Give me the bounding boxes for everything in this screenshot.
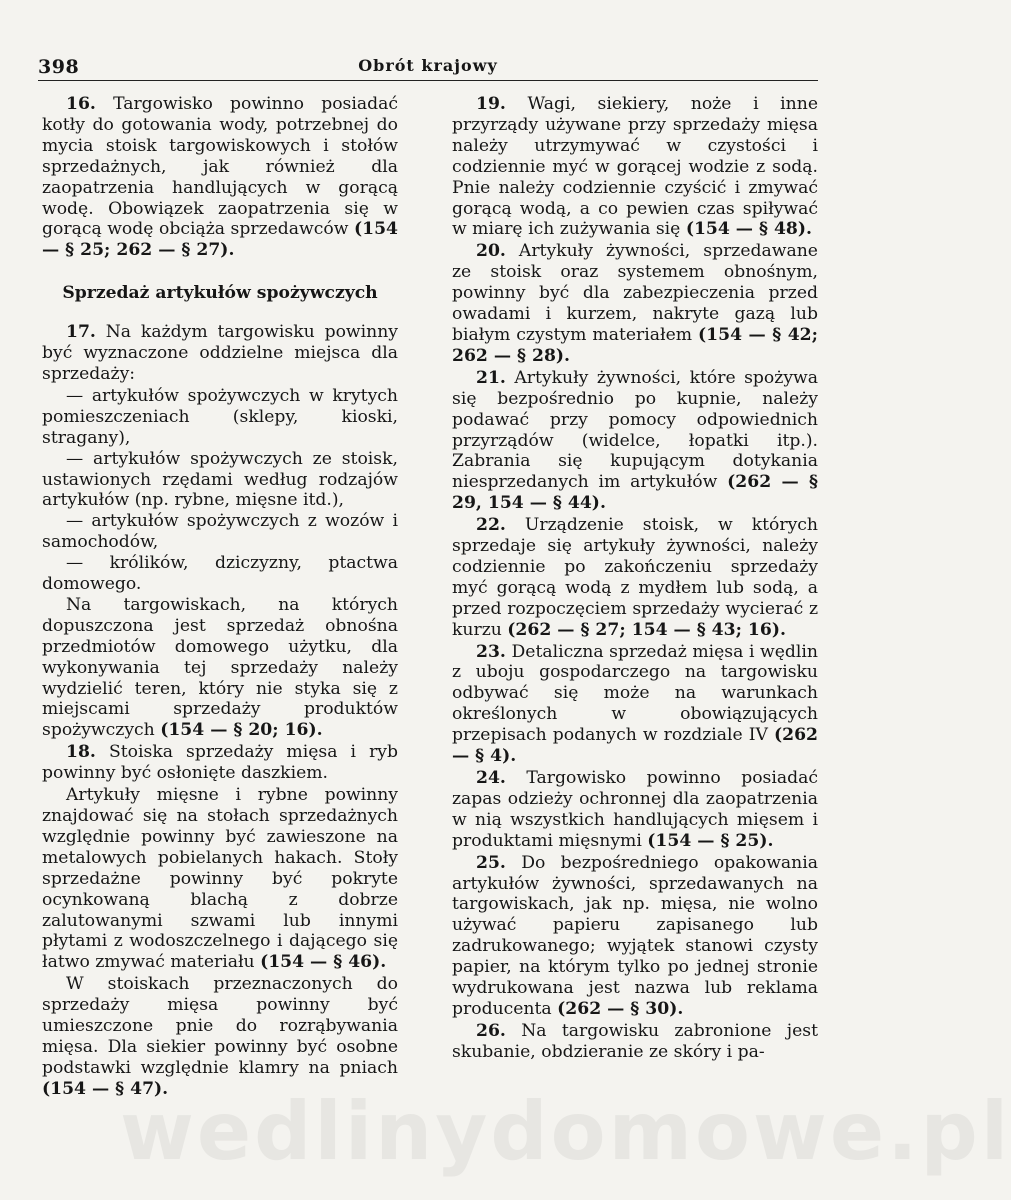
paragraph-25 <box>452 853 818 1020</box>
paragraph-number: 22. <box>476 515 506 536</box>
page-number: 398 <box>38 56 80 78</box>
paragraph-number: 17. <box>66 322 96 343</box>
legal-reference: (154 — § 25; 262 — § 27). <box>42 219 398 261</box>
legal-reference: (154 — § 42; 262 — § 28). <box>452 324 818 366</box>
paragraph-17-continued <box>42 595 398 741</box>
watermark: wedlinydomowe.pl <box>120 1085 1011 1178</box>
paragraph-text: Artykuły mięsne i rybne powinny znajdować się na stołach sprzedażnych względnie powinny być zawieszone na metalowych pobielanych hakach. Stoły sprzedażne powinny być pokryte ocynkowaną blachą z dobrze zalutowanymi szwami lub innymi płytami z wodoszczelnego i dającego się łatwo zmywać materiału <box>42 785 398 973</box>
paragraph-number: 16. <box>66 94 96 114</box>
paragraph-text: Stoiska sprzedaży mięsa i ryb powinny być osłonięte daszkiem. <box>42 742 398 784</box>
section-heading: Sprzedaż artykułów spożywczych <box>62 283 378 304</box>
legal-reference: (154 — § 20; 16). <box>160 720 323 741</box>
paragraph-20 <box>452 241 818 366</box>
paragraph-22 <box>452 515 818 640</box>
paragraph-17 <box>42 322 398 385</box>
paragraph-21 <box>452 368 818 514</box>
list-item: — królików, dziczyzny, ptactwa domowego. <box>42 553 398 595</box>
left-column <box>42 94 398 1101</box>
legal-reference: (262 — § 27; 154 — § 43; 16). <box>507 619 786 640</box>
paragraph-number: 19. <box>476 94 506 114</box>
paragraph-number: 20. <box>476 241 506 262</box>
paragraph-text: Targowisko powinno posiadać zapas odzieży ochronnej dla zaopatrzenia w nią wszystkich handlujących mięsem i produktami mięsnymi <box>452 768 819 851</box>
legal-reference: (154 — § 48). <box>685 219 812 240</box>
paragraph-18-continued-1 <box>42 785 398 973</box>
paragraph-number: 24. <box>476 768 506 788</box>
paragraph-23 <box>452 642 818 767</box>
paragraph-18 <box>42 742 398 784</box>
paragraph-16 <box>42 94 398 261</box>
list-item: — artykułów spożywczych w krytych pomieszczeniach (sklepy, kioski, stragany), <box>42 385 398 448</box>
paragraph-text: Do bezpośredniego opakowania artykułów żywności, sprzedawanych na targowiskach, jak np. mięsa, nie wolno używać papieru zapisanego lub zadrukowanego; wyjątek stanowi czysty papier, na którym tylko po jednej stronie wydrukowana jest nazwa lub reklama producenta <box>452 852 818 1019</box>
paragraph-19 <box>452 94 818 240</box>
list-item: — artykułów spożywczych z wozów i samochodów, <box>42 511 398 553</box>
page-header <box>38 54 818 81</box>
legal-reference: (262 — § 4). <box>452 725 819 767</box>
paragraph-text: Wagi, siekiery, noże i inne przyrządy używane przy sprzedaży mięsa należy utrzymywać w czystości i codziennie myć w gorącej wodzie z sodą. Pnie należy codziennie czyścić i zmywać gorącą wodą, a co pewien czas spiływać w miarę ich zużywania się <box>452 94 818 240</box>
paragraph-number: 25. <box>476 852 506 873</box>
running-head: Obrót krajowy <box>358 56 498 75</box>
paragraph-number: 18. <box>66 742 96 763</box>
paragraph-text: Na targowiskach, na których dopuszczona jest sprzedaż obnośna przedmiotów domowego użytku, dla wykonywania tej sprzedaży należy wydzielić teren, który nie styka się z miejscami sprzedaży produktów spożywczych <box>42 594 398 741</box>
right-column <box>452 94 818 1064</box>
paragraph-text: Targowisko powinno posiadać kotły do gotowania wody, potrzebnej do mycia stoisk targowiskowych i stołów sprzedażnych, jak również dla zaopatrzenia handlujących w gorącą wodę. Obowiązek zaopatrzenia się w gorącą wodę obciąża sprzedawców <box>42 94 398 240</box>
legal-reference: (154 — § 25). <box>647 830 774 851</box>
paragraph-number: 21. <box>476 367 506 388</box>
paragraph-text: Na targowisku zabronione jest skubanie, obdzieranie ze skóry i pa- <box>452 1020 818 1062</box>
legal-reference: (262 — § 29, 154 — § 44). <box>452 472 818 514</box>
paragraph-18-continued-2 <box>42 974 398 1099</box>
paragraph-text: Detaliczna sprzedaż mięsa i wędlin z uboju gospodarczego na targowisku odbywać się może na warunkach określonych w obowiązujących przepisach podanych w rozdziale IV <box>452 641 818 746</box>
list-item: — artykułów spożywczych ze stoisk, ustawionych rzędami według rodzajów artykułów (np. rybne, mięsne itd.), <box>42 448 398 511</box>
paragraph-text: Urządzenie stoisk, w których sprzedaje się artykuły żywności, należy codziennie po zakończeniu sprzedaży myć gorącą wodą z mydłem lub sodą, a przed rozpoczęciem sprzedaży wycierać z kurzu <box>452 515 818 640</box>
paragraph-number: 26. <box>476 1020 506 1041</box>
legal-reference: (262 — § 30). <box>557 998 684 1019</box>
legal-reference: (154 — § 46). <box>260 952 387 973</box>
paragraph-26 <box>452 1021 818 1063</box>
paragraph-text: Artykuły żywności, które spożywa się bezpośrednio po kupnie, należy podawać przy pomocy odpowiednich przyrządów (widelce, łopatki itp.). Zabrania się kupującym dotykania niesprzedanych im artykułów <box>452 367 819 493</box>
paragraph-text: Na każdym targowisku powinny być wyznaczone oddzielne miejsca dla sprzedaży: <box>42 322 398 384</box>
paragraph-number: 23. <box>476 641 506 662</box>
paragraph-24 <box>452 768 818 852</box>
legal-reference: (154 — § 47). <box>42 1078 169 1099</box>
paragraph-text: W stoiskach przeznaczonych do sprzedaży mięsa powinny być umieszczone pnie do rozrąbywania mięsa. Dla siekier powinny być osobne podstawki względnie klamry na pniach <box>42 974 398 1078</box>
paragraph-text: Artykuły żywności, sprzedawane ze stoisk oraz systemem obnośnym, powinny być dla zabezpieczenia przed owadami i kurzem, nakryte gazą lub białym czystym materiałem <box>452 241 818 345</box>
